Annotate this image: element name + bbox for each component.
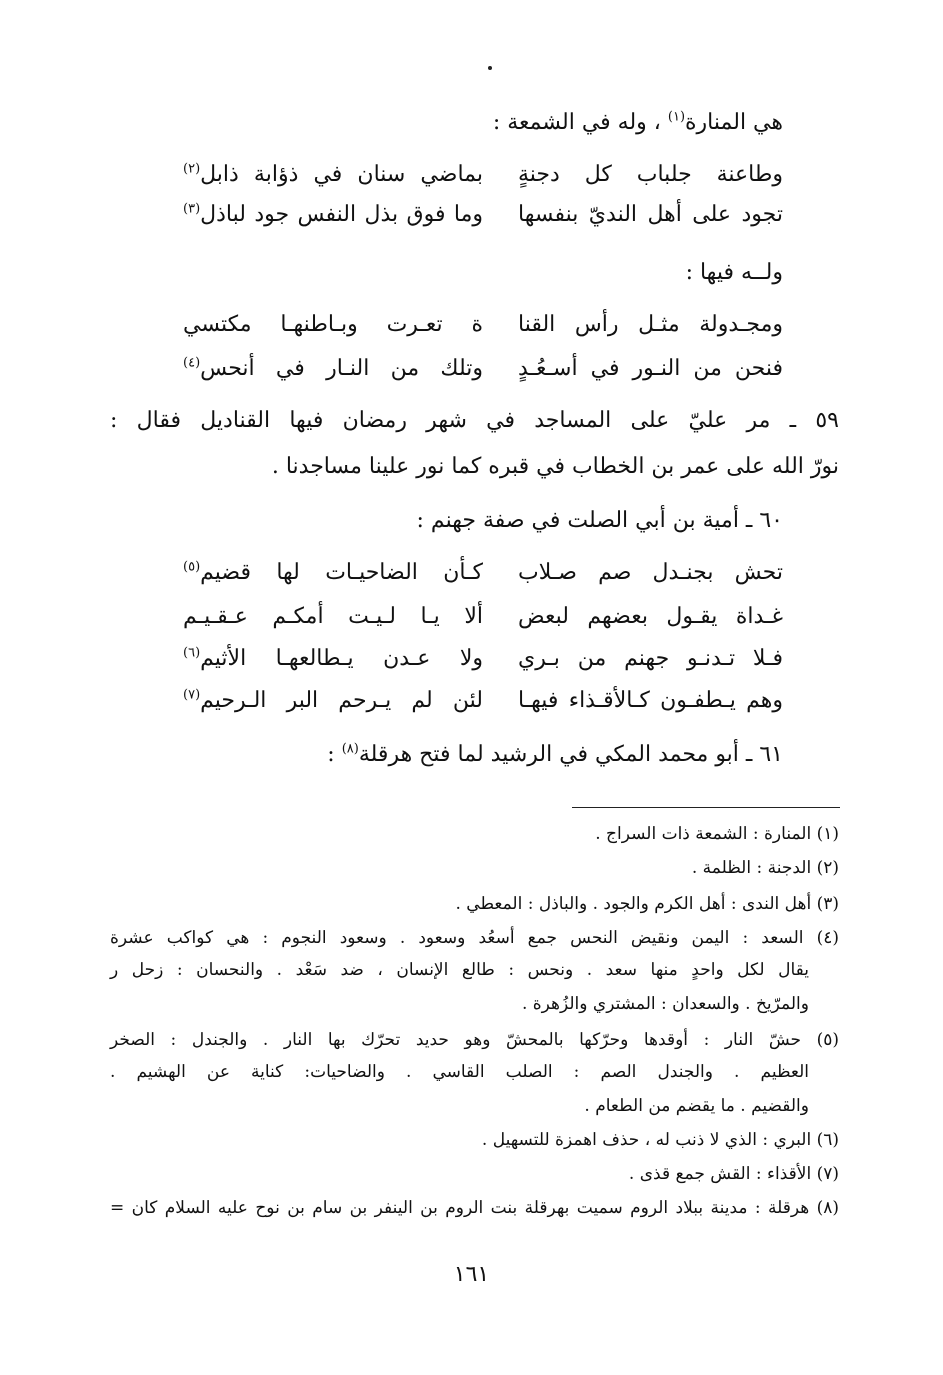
footnote-ref-2: (٢) xyxy=(183,161,201,177)
hemistich-first: تجود على أهل النديّ بنفسها xyxy=(518,202,783,227)
hemistich-second xyxy=(183,355,483,381)
page-number: ١٦١ xyxy=(453,1262,490,1287)
hemistich-first: غـداة يقـول بعضهم لبعض xyxy=(518,604,783,629)
footnote-4-line-2: يقال لكل واحدٍ منها سعد . ونحس : طالع الإنسان ، ضد سَعْد . والنحسان : زحل ر xyxy=(110,960,809,980)
hemistich-first: فـلا تـدنـو جهنم من بـري xyxy=(518,646,783,671)
hemistich-first: فنحن من النـور في أسـعُـدٍ xyxy=(518,356,783,381)
hemistich-first: وطاعنة جلباب كل دجنةٍ xyxy=(518,162,783,187)
hemistich-second xyxy=(183,201,483,227)
item-61-after: : xyxy=(327,742,342,767)
item-59-line-1: ٥٩ ـ مر عليّ على المساجد في شهر رمضان فيها القناديل فقال : xyxy=(110,408,839,433)
hemistich-second xyxy=(183,687,483,713)
footnote-ref-8: (٨) xyxy=(341,741,359,757)
poem3-verse-2 xyxy=(183,606,783,636)
intro-line xyxy=(492,109,783,135)
hemistich-text: ولا عـدن يـطالعهـا الأثيم xyxy=(200,646,483,671)
footnote-5-line-2: العظيم . والجندل الصم : الصلب القاسي . والضاحيات: كناية عن الهشيم . xyxy=(110,1062,809,1082)
item-60-heading: ٦٠ ـ أمية بن أبي الصلت في صفة جهنم : xyxy=(416,508,783,533)
footnote-ref-1: (١) xyxy=(667,109,686,125)
footnote-5-line-1: (٥) حشّ النار : أوقدها وحرّكها بالمحشّ وهو حديد تحرّك بها النار . والجندل : الصخر xyxy=(110,1030,839,1050)
hemistich-text: وتلك من النـار في أنحس xyxy=(200,356,483,381)
item-59-line-2: نورّ الله على عمر بن الخطاب في قبره كما نور علينا مساجدنا . xyxy=(271,454,839,479)
footnote-ref-4: (٤) xyxy=(183,355,201,371)
footnote-2: (٢) الدجنة : الظلمة . xyxy=(691,858,839,878)
hemistich-second: ألا يـا لـيـت أمكـم عـقـيـم xyxy=(183,604,483,629)
hemistich-second xyxy=(183,645,483,671)
hemistich-first: تحش بجنـدل صم صـلاب xyxy=(518,560,783,585)
hemistich-first: ومجـدولة مثـل رأس القنا xyxy=(518,312,783,337)
poem3-verse-1 xyxy=(183,559,783,592)
poem3-verse-4 xyxy=(183,687,783,720)
footnote-ref-5: (٥) xyxy=(183,559,201,575)
footnote-3: (٣) أهل الندى : أهل الكرم والجود . والباذل : المعطي . xyxy=(455,894,839,914)
hemistich-second xyxy=(183,559,483,585)
item-61-heading xyxy=(327,741,783,767)
footnote-4-line-3: والمرّيخ . والسعدان : المشتري والزُهرة . xyxy=(521,994,809,1014)
poem1-verse-1 xyxy=(183,161,783,194)
hemistich-second xyxy=(183,161,483,187)
footnote-separator xyxy=(572,807,840,808)
footnote-7: (٧) الأقذاء : القش جمع قذى . xyxy=(628,1164,839,1184)
footnote-8: (٨) هرقلة : مدينة ببلاد الروم سميت بهرقلة بنت الروم بن الينفر بن سام بن نوح عليه السلام كان = xyxy=(110,1198,839,1218)
footnote-5-line-3: والقضيم . ما يقضم من الطعام . xyxy=(584,1096,809,1116)
poem2-verse-2 xyxy=(183,355,783,388)
footnote-ref-3: (٣) xyxy=(183,201,201,217)
poem2-verse-1 xyxy=(183,314,783,344)
footnote-1: (١) المنارة : الشمعة ذات السراج . xyxy=(595,824,839,844)
hemistich-second: ة تعـرت وبـاطنهـا مكتسي xyxy=(183,312,483,337)
footnote-6: (٦) البري : الذي لا ذنب له ، حذف اهمزة للتسهيل . xyxy=(481,1130,839,1150)
intro2-line: ولــه فيها : xyxy=(685,260,783,285)
item-61-text: ٦١ ـ أبو محمد المكي في الرشيد لما فتح هرقلة xyxy=(358,742,783,767)
footnote-ref-7: (٧) xyxy=(183,687,201,703)
footnote-4-line-1: (٤) السعد : اليمن ونقيض النحس جمع أسعُد وسعود . وسعود النجوم : هي كواكب عشرة xyxy=(110,928,839,948)
hemistich-text: وما فوق بذل النفس جود لباذل xyxy=(200,202,483,227)
footnote-ref-6: (٦) xyxy=(183,645,201,661)
intro-after: ، وله في الشمعة : xyxy=(492,110,661,135)
page-dot xyxy=(488,66,492,70)
hemistich-first: وهم يـطفـون كـالأقـذاء فيهـا xyxy=(518,688,783,713)
intro-text: هي المنارة xyxy=(685,110,783,135)
hemistich-text: بماضي سنان في ذؤابة ذابل xyxy=(200,162,483,187)
poem3-verse-3 xyxy=(183,645,783,678)
hemistich-text: لئن لم يـرحم البر الـرحيم xyxy=(200,688,483,713)
hemistich-text: كـأن الضاحيـات لها قضيم xyxy=(200,560,483,585)
poem1-verse-2 xyxy=(183,201,783,234)
